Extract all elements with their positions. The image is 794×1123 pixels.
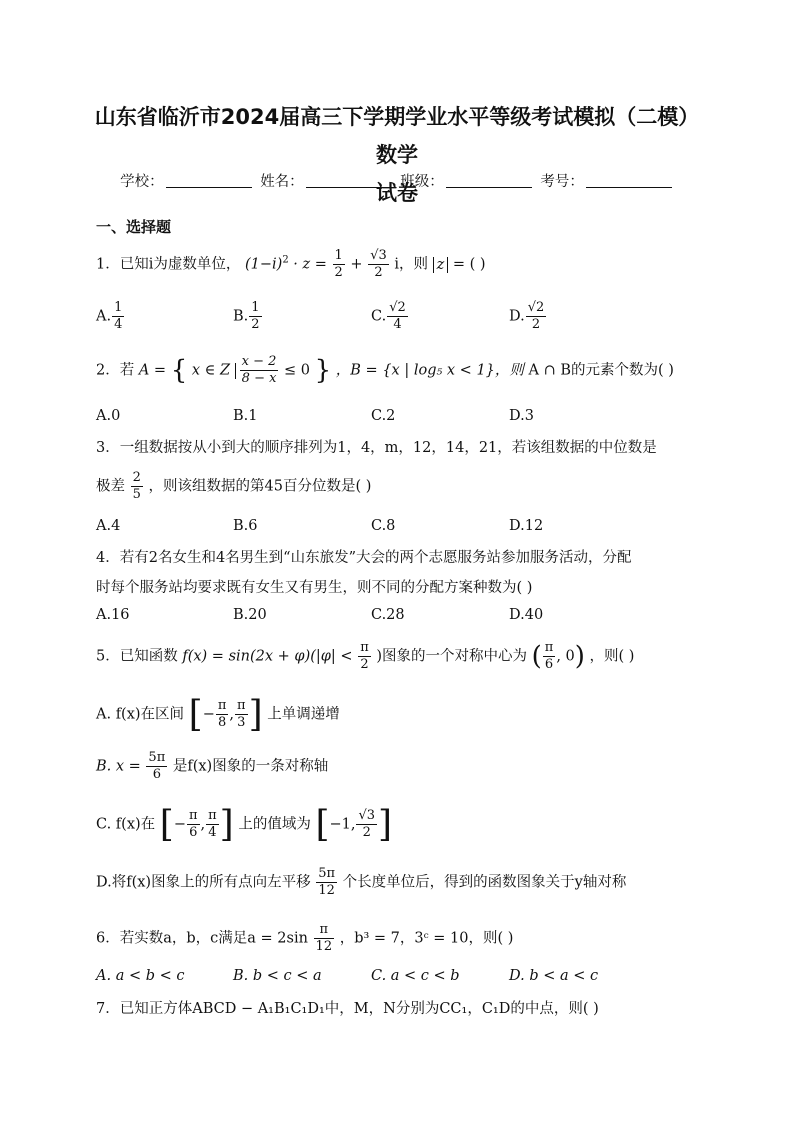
opt-frac: [187, 808, 200, 841]
opt-frac: [356, 808, 377, 841]
q1-sup: 2: [282, 254, 289, 266]
frac-num: 1: [251, 300, 260, 315]
q1-frac-2: [368, 248, 389, 281]
opt-frac: [316, 866, 337, 899]
q3-option-c[interactable]: C.8: [371, 518, 396, 534]
bracket-left: [: [188, 694, 203, 735]
q6-prefix: 6．若实数a，b，c满足a = 2sin: [96, 930, 308, 947]
q2-option-a[interactable]: A.0: [96, 408, 121, 424]
q1-expr: (1−i): [244, 256, 283, 273]
q6-option-d[interactable]: D. b < a < c: [509, 968, 599, 984]
bracket-left: [: [315, 804, 330, 845]
school-label: 学校：: [120, 174, 164, 190]
question-3-line-2: [96, 470, 371, 503]
class-label: 班级：: [400, 174, 444, 190]
bracket-right: ]: [219, 804, 234, 845]
opt-frac: [112, 300, 124, 333]
frac-den: 8: [218, 715, 227, 730]
bracket-right: ]: [248, 694, 263, 735]
frac-den: 3: [237, 715, 246, 730]
frac-den: 12: [318, 883, 335, 898]
opt-frac: [235, 698, 248, 731]
q4-option-a[interactable]: A.16: [96, 607, 130, 623]
frac-den: 2: [334, 265, 343, 280]
opt-text: 上单调递增: [267, 706, 340, 723]
student-info-row: [0, 170, 794, 191]
frac-num: π: [360, 640, 369, 655]
frac-den: 6: [152, 767, 161, 782]
q4-option-d[interactable]: D.40: [509, 607, 544, 623]
q1-tail: = ( ): [452, 256, 486, 273]
q1-abs-z: z: [433, 257, 449, 273]
frac-den: 4: [393, 317, 402, 332]
exam-title: [90, 98, 704, 212]
frac-num: √3: [370, 248, 387, 263]
q3-option-a[interactable]: A.4: [96, 518, 121, 534]
q4-option-b[interactable]: B.20: [233, 607, 267, 623]
opt-text: B. x =: [96, 758, 141, 775]
q5-option-a[interactable]: A. f(x)在区间 [− $\frac{\pi}{8}$ , $\frac{\pi}{3}$ ] 上单调递增: [96, 694, 340, 735]
frac-num: 5π: [148, 750, 166, 765]
section-heading: 一、选择题: [96, 218, 172, 236]
q5-fx: f(x) = sin(2x + φ)(|φ| <: [182, 648, 353, 665]
q1-option-c[interactable]: [371, 300, 409, 333]
q2-set-a: A =: [138, 362, 167, 379]
opt-text: C. f(x)在: [96, 816, 156, 833]
bracket-left: [: [159, 804, 174, 845]
q6-option-c[interactable]: C. a < c < b: [371, 968, 460, 984]
q5-option-d[interactable]: [96, 866, 626, 899]
question-4-line-2: 时每个服务站均要求既有女生又有男生，则不同的分配方案种数为( ): [96, 580, 533, 596]
frac-den: 6: [189, 825, 198, 840]
opt-label: A.: [96, 308, 112, 325]
opt-text: A. f(x)在区间: [96, 706, 185, 723]
question-5: [96, 640, 634, 673]
bracket-right: ]: [378, 804, 393, 845]
school-blank[interactable]: [166, 175, 252, 188]
opt-frac: [526, 300, 547, 333]
q2-prefix: 2．若: [96, 362, 135, 379]
q1-option-a[interactable]: [96, 300, 125, 333]
q6-option-b[interactable]: B. b < c < a: [233, 968, 322, 984]
frac-num: π: [188, 808, 198, 823]
opt-label: B.: [233, 308, 249, 325]
frac-den: 12: [315, 939, 333, 954]
q5-mid: )图象的一个对称中心为: [376, 648, 527, 665]
q2-tail: A ∩ B的元素个数为( ): [528, 362, 674, 379]
q6-tail: ，b³ = 7，3ᶜ = 10，则( ): [339, 930, 514, 947]
frac-num: π: [314, 922, 335, 939]
range-start: −1,: [329, 816, 356, 833]
q6-option-a[interactable]: A. a < b < c: [96, 968, 185, 984]
frac-num: x − 2: [241, 354, 277, 369]
frac-num: √3: [358, 808, 376, 823]
paren-right: ): [574, 641, 585, 672]
frac-num: 1: [114, 300, 123, 315]
frac-den: 2: [374, 265, 383, 280]
opt-frac: [249, 300, 261, 333]
q2-frac: [240, 354, 279, 387]
number-blank[interactable]: [586, 175, 672, 188]
q5-center-frac: [543, 640, 556, 673]
frac-num: 2: [132, 470, 141, 485]
opt-frac: [216, 698, 229, 731]
frac-den: 4: [114, 317, 123, 332]
frac-den: 5: [132, 487, 141, 502]
frac-num: √2: [527, 300, 545, 315]
question-7: 7．已知正方体ABCD − A₁B₁C₁D₁中，M，N分别为CC₁，C₁D的中点，则( ): [96, 1001, 599, 1017]
q1-expr-b: · z =: [293, 256, 327, 273]
q2-set-a-inner: x ∈ Z: [191, 362, 231, 379]
frac-num: √2: [389, 300, 406, 315]
question-6: [96, 922, 513, 955]
frac-den: 2: [251, 317, 260, 332]
opt-text: 上的值域为: [238, 816, 311, 833]
q3-frac: [131, 470, 143, 503]
q2-set-b: ，B = {x | log₅ x < 1}，则: [335, 362, 524, 379]
frac-den: 4: [208, 825, 217, 840]
q5-cend: , 0: [556, 648, 575, 665]
frac-num: π: [237, 698, 246, 713]
title-line-1: 山东省临沂市2024届高三下学期学业水平等级考试模拟（二模）数学: [94, 105, 700, 167]
q3-option-b[interactable]: B.6: [233, 518, 258, 534]
frac-num: 5π: [318, 866, 336, 881]
frac-den: 6: [544, 657, 554, 672]
name-blank[interactable]: [306, 175, 392, 188]
opt-frac: [206, 808, 219, 841]
question-2: [96, 354, 674, 387]
opt-label: D.: [509, 308, 525, 325]
question-1: [96, 248, 486, 281]
q5-prefix: 5．已知函数: [96, 648, 178, 665]
opt-frac: [387, 300, 408, 333]
q5-frac-pi2: [358, 640, 371, 673]
brace-right: }: [314, 355, 332, 386]
name-label: 姓名：: [260, 174, 304, 190]
q1-after: i，则: [394, 256, 428, 273]
opt-text: 个长度单位后，得到的函数图象关于y轴对称: [342, 874, 627, 891]
title-line-2: 试卷: [376, 181, 418, 205]
frac-num: π: [208, 808, 217, 823]
q6-frac: [314, 922, 335, 955]
q2-le0: ≤ 0: [284, 362, 311, 379]
q1-plus: +: [350, 256, 363, 273]
frac-den: 2: [531, 317, 541, 332]
q3-line2a: 极差: [96, 478, 125, 495]
question-4-line-1: 4．若有2名女生和4名男生到“山东旅发”大会的两个志愿服务站参加服务活动，分配: [96, 550, 632, 566]
q1-option-b[interactable]: [233, 300, 263, 333]
brace-left: {: [170, 355, 188, 386]
opt-frac: [146, 750, 167, 783]
question-3-line-1: 3．一组数据按从小到大的顺序排列为1，4，m，12，14，21，若该组数据的中位数是: [96, 440, 657, 456]
paren-left: (: [531, 641, 542, 672]
opt-label: C.: [371, 308, 387, 325]
opt-text: D.将f(x)图象上的所有点向左平移: [96, 874, 311, 891]
q5-option-c[interactable]: C. f(x)在 [− $\frac{\pi}{6}$ , $\frac{\pi}{4}$ ] 上的值域为 [−1, $\frac{√3}{2}$ ]: [96, 804, 393, 845]
q5-option-b[interactable]: [96, 750, 328, 783]
q5-tail: ，则( ): [589, 648, 635, 665]
q3-option-d[interactable]: D.12: [509, 518, 544, 534]
q1-option-d[interactable]: [509, 300, 547, 333]
frac-num: π: [544, 640, 554, 655]
q2-option-b[interactable]: B.1: [233, 408, 258, 424]
frac-num: π: [217, 698, 227, 713]
q2-option-d[interactable]: D.3: [509, 408, 534, 424]
q2-bar: [235, 354, 280, 386]
frac-num: 1: [334, 248, 343, 263]
frac-den: 2: [362, 825, 371, 840]
frac-den: 2: [360, 657, 369, 672]
class-blank[interactable]: [446, 175, 532, 188]
q1-prefix: 1．已知i为虚数单位，: [96, 256, 241, 273]
q1-frac-1: [333, 248, 345, 281]
q4-option-c[interactable]: C.28: [371, 607, 405, 623]
q3-line2b: ，则该组数据的第45百分位数是( ): [148, 478, 372, 495]
number-label: 考号：: [540, 174, 584, 190]
q2-option-c[interactable]: C.2: [371, 408, 396, 424]
frac-den: 8 − x: [241, 371, 277, 386]
opt-text: 是f(x)图象的一条对称轴: [172, 758, 329, 775]
